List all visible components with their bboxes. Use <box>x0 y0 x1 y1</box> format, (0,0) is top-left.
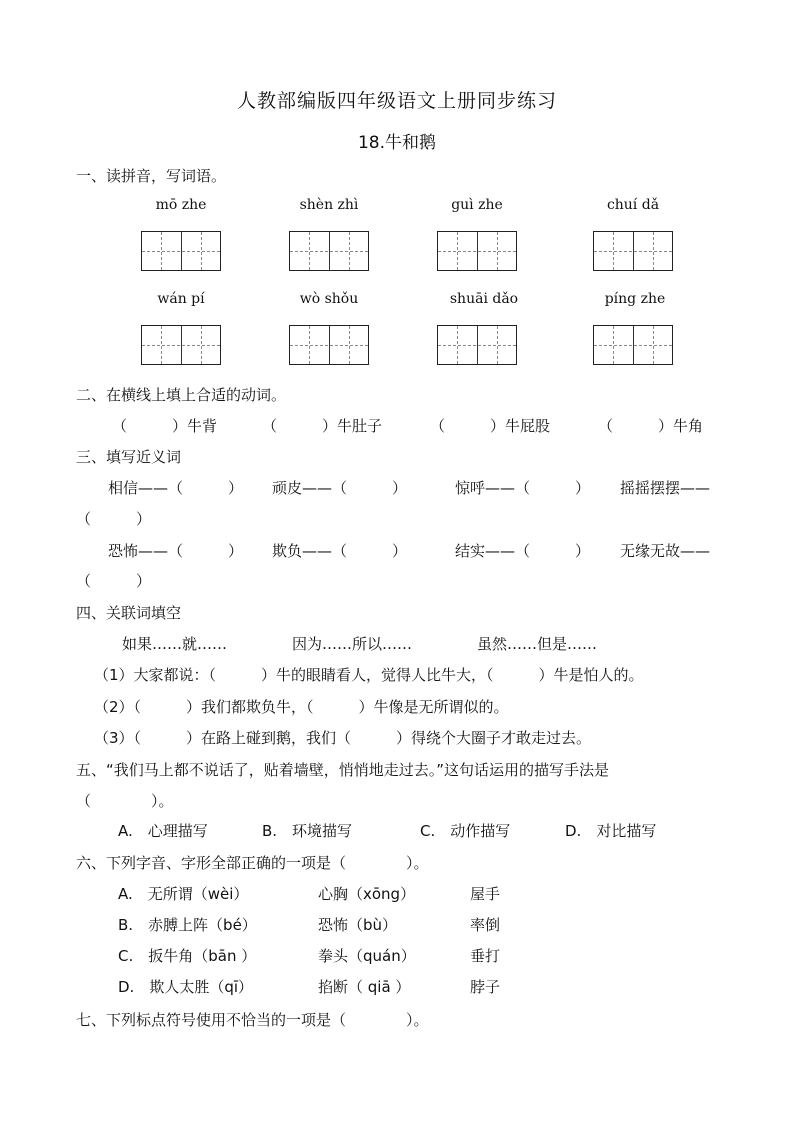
s6-option-c-3: 垂打 <box>470 947 501 965</box>
page-title: 人教部编版四年级语文上册同步练习 <box>236 90 557 112</box>
conjunction-option-1: 如果……就…… <box>122 635 228 653</box>
writing-grid-8[interactable] <box>593 325 673 365</box>
verb-blank-3[interactable]: （ ）牛屁股 <box>430 417 551 435</box>
s6-option-d-3: 脖子 <box>470 978 501 996</box>
writing-grid-2[interactable] <box>289 231 369 271</box>
s6-option-b-3: 率倒 <box>470 916 501 934</box>
pinyin-4: chuí dǎ <box>606 197 660 213</box>
s6-option-c-2: 拳头（quán） <box>318 947 416 965</box>
pinyin-5: wán pí <box>157 291 205 307</box>
conjunction-question-1[interactable]: （1）大家都说：（ ）牛的眼睛看人，觉得人比牛大，（ ）牛是怕人的。 <box>94 666 644 684</box>
pinyin-8: píng zhe <box>604 291 666 307</box>
writing-grid-5[interactable] <box>141 325 221 365</box>
s6-option-a-2: 心胸（xōng） <box>318 885 416 903</box>
section-5-heading: 五、“我们马上都不说话了，贴着墙壁，悄悄地走过去。”这句话运用的描写手法是 <box>76 761 610 779</box>
choice-d[interactable]: D. 对比描写 <box>565 822 657 840</box>
section-6-heading: 六、下列字音、字形全部正确的一项是（ ）。 <box>76 854 429 872</box>
pinyin-7: shuāi dǎo <box>449 291 519 307</box>
synonym-2[interactable]: 顽皮——（ ） <box>272 479 408 497</box>
synonym-1[interactable]: 相信——（ ） <box>108 479 244 497</box>
section-1-heading: 一、读拼音，写词语。 <box>76 167 227 185</box>
synonym-4[interactable]: 摇摇摆摆—— <box>620 479 711 497</box>
s6-option-b-1[interactable]: B. 赤膊上阵（bé） <box>118 916 257 934</box>
s6-option-d-2: 掐断（ qiā ） <box>318 978 411 996</box>
writing-grid-4[interactable] <box>593 231 673 271</box>
pinyin-6: wò shǒu <box>299 291 359 307</box>
synonym-4-blank[interactable]: （ ） <box>76 510 152 528</box>
synonym-7[interactable]: 结实——（ ） <box>455 542 591 560</box>
section-7-heading: 七、下列标点符号使用不恰当的一项是（ ）。 <box>76 1011 429 1029</box>
verb-blank-1[interactable]: （ ）牛背 <box>112 417 218 435</box>
synonym-6[interactable]: 欺负——（ ） <box>272 542 408 560</box>
verb-blank-4[interactable]: （ ）牛角 <box>598 417 704 435</box>
s6-option-a-3: 屋手 <box>470 885 501 903</box>
synonym-5[interactable]: 恐怖——（ ） <box>108 542 244 560</box>
pinyin-3: guì zhe <box>451 197 503 213</box>
s6-option-b-2: 恐怖（bù） <box>318 916 398 934</box>
writing-grid-7[interactable] <box>437 325 517 365</box>
section-4-heading: 四、关联词填空 <box>76 604 182 622</box>
s6-option-d-1[interactable]: D. 欺人太胜（qī） <box>118 978 254 996</box>
section-2-heading: 二、在横线上填上合适的动词。 <box>76 386 287 404</box>
choice-a[interactable]: A. 心理描写 <box>118 822 208 840</box>
s6-option-c-1[interactable]: C. 扳牛角（bān ） <box>118 947 257 965</box>
conjunction-question-3[interactable]: （3）（ ）在路上碰到鹅，我们（ ）得绕个大圈子才敢走过去。 <box>94 729 592 747</box>
section-5-answer-blank[interactable]: （ ）。 <box>76 792 174 810</box>
conjunction-option-3: 虽然……但是…… <box>477 635 598 653</box>
lesson-title: 18.牛和鹅 <box>357 133 437 153</box>
synonym-3[interactable]: 惊呼——（ ） <box>455 479 591 497</box>
synonym-8[interactable]: 无缘无故—— <box>620 542 711 560</box>
s6-option-a-1[interactable]: A. 无所谓（wèi） <box>118 885 249 903</box>
verb-blank-2[interactable]: （ ）牛肚子 <box>262 417 383 435</box>
writing-grid-6[interactable] <box>289 325 369 365</box>
section-3-heading: 三、填写近义词 <box>76 448 182 466</box>
choice-c[interactable]: C. 动作描写 <box>420 822 511 840</box>
pinyin-2: shèn zhì <box>299 197 359 213</box>
pinyin-1: mō zhe <box>155 197 207 213</box>
writing-grid-1[interactable] <box>141 231 221 271</box>
conjunction-option-2: 因为……所以…… <box>292 635 413 653</box>
choice-b[interactable]: B. 环境描写 <box>262 822 353 840</box>
synonym-8-blank[interactable]: （ ） <box>76 572 152 590</box>
conjunction-question-2[interactable]: （2）（ ）我们都欺负牛，（ ）牛像是无所谓似的。 <box>94 698 509 716</box>
writing-grid-3[interactable] <box>437 231 517 271</box>
